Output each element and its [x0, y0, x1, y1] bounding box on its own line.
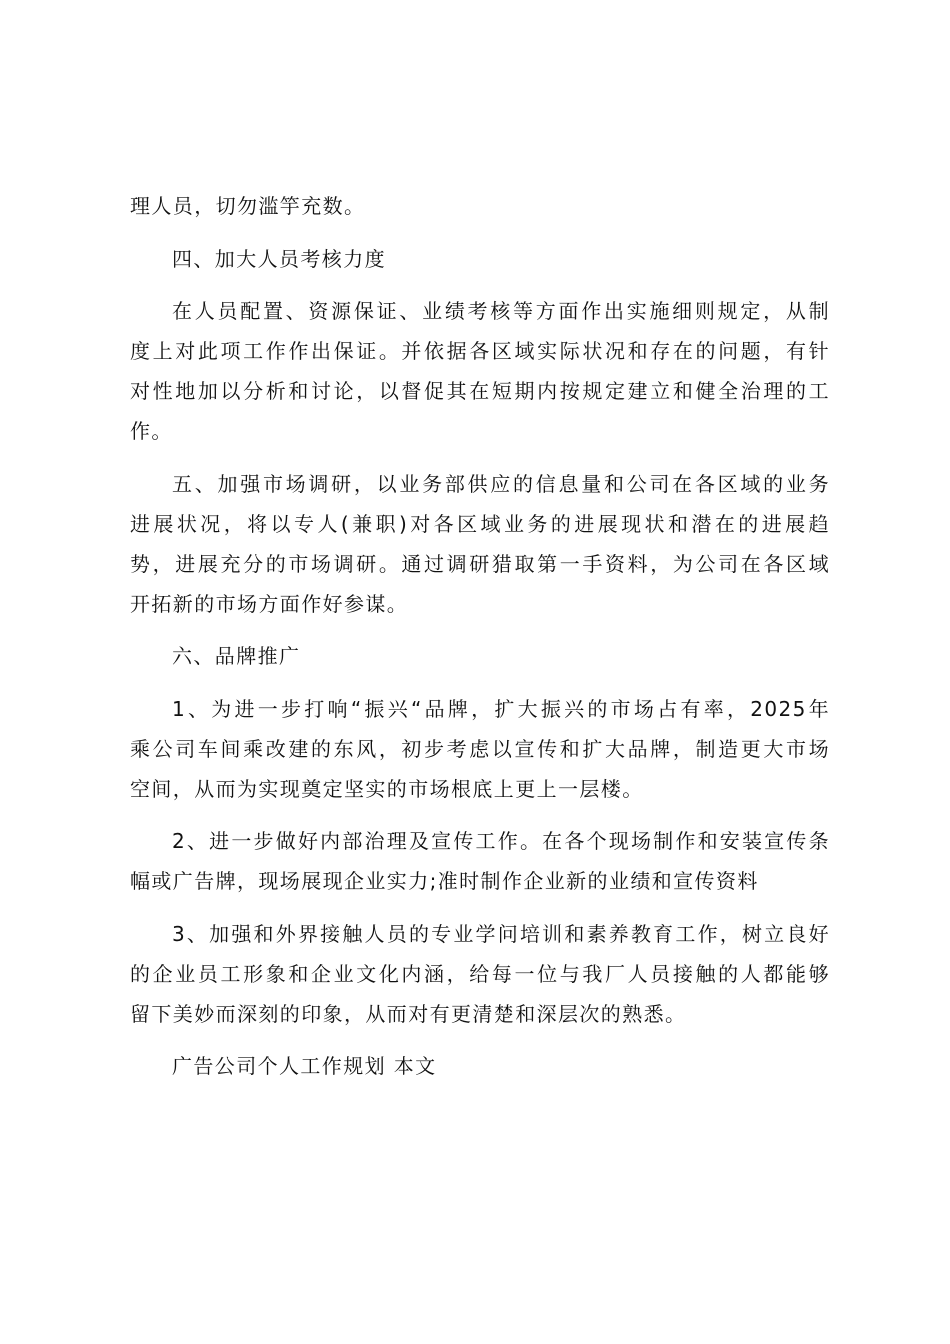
heading-line: 四、加大人员考核力度: [172, 246, 386, 271]
heading-line: 六、品牌推广: [172, 644, 301, 668]
text-line: 1、为进一步打响“振兴“品牌，扩大振兴的市场占有率，2025年: [172, 696, 830, 721]
text-line: 的企业员工形象和企业文化内涵，给每一位与我厂人员接触的人都能够: [130, 961, 830, 986]
text-line: 3、加强和外界接触人员的专业学问培训和素养教育工作，树立良好: [172, 921, 830, 946]
text-line: 2、进一步做好内部治理及宣传工作。在各个现场制作和安装宣传条: [172, 829, 830, 853]
text-line: 势，进展充分的市场调研。通过调研猎取第一手资料，为公司在各区域: [130, 551, 830, 576]
section-heading-six: [130, 636, 830, 676]
document-footer-title: [130, 1046, 830, 1086]
text-line: 幅或广告牌，现场展现企业实力;准时制作企业新的业绩和宣传资料: [130, 869, 759, 893]
text-line: 五、加强市场调研，以业务部供应的信息量和公司在各区域的业务: [172, 471, 830, 496]
footer-line: 广告公司个人工作规划 本文: [172, 1054, 437, 1078]
text-line: 开拓新的市场方面作好参谋。: [130, 591, 409, 616]
text-line: 进展状况，将以专人(兼职)对各区域业务的进展现状和潜在的进展趋: [130, 511, 830, 536]
text-line: 空间，从而为实现奠定坚实的市场根底上更上一层楼。: [130, 776, 644, 801]
section-heading-four: [130, 239, 830, 279]
paragraph-continuation: [130, 186, 830, 226]
paragraph-brand-item-3: [130, 914, 830, 1034]
text-line: 对性地加以分析和讨论，以督促其在短期内按规定建立和健全治理的工: [130, 379, 830, 403]
paragraph-brand-item-1: [130, 689, 830, 809]
text-line: 作。: [130, 419, 173, 443]
text-line: 度上对此项工作作出保证。并依据各区域实际状况和存在的问题，有针: [130, 339, 830, 363]
document-body: [130, 186, 830, 1086]
paragraph-market-research: [130, 464, 830, 624]
text-line: 乘公司车间乘改建的东风，初步考虑以宣传和扩大品牌，制造更大市场: [130, 736, 830, 761]
paragraph-brand-item-2: [130, 821, 830, 901]
text-line: 留下美妙而深刻的印象，从而对有更清楚和深层次的熟悉。: [130, 1001, 687, 1026]
text-line: 理人员，切勿滥竽充数。: [130, 194, 366, 218]
text-line: 在人员配置、资源保证、业绩考核等方面作出实施细则规定，从制: [172, 299, 830, 323]
paragraph-assessment: [130, 291, 830, 451]
